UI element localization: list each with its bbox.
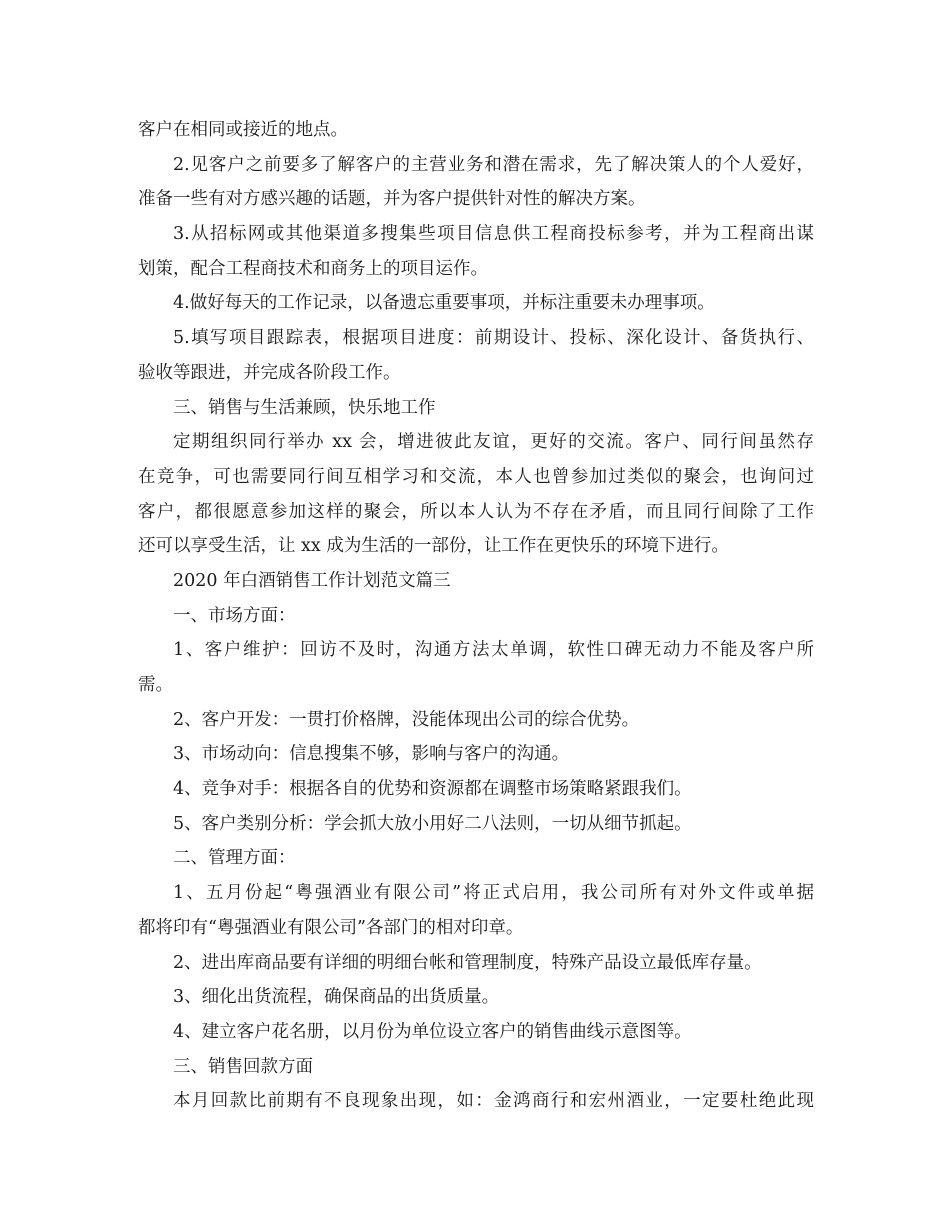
text-line: 5.填写项目跟踪表，根据项目进度：前期设计、投标、深化设计、备货执行、 [173,328,814,349]
text-line: 2.见客户之前要多了解客户的主营业务和潜在需求，先了解决策人的个人爱好， [173,154,814,175]
text-line: 本月回款比前期有不良现象出现，如：金鸿商行和宏州酒业，一定要杜绝此现 [173,1091,814,1112]
text-line: 3.从招标网或其他渠道多搜集些项目信息供工程商投标参考，并为工程商出谋 [173,224,814,245]
text-line: 在竞争，可也需要同行间互相学习和交流，本人也曾参加过类似的聚会，也询问过 [138,466,814,487]
text-line: 定期组织同行举办 xx 会，增进彼此友谊，更好的交流。客户、同行间虽然存 [173,432,814,453]
text-line: 3、细化出货流程，确保商品的出货质量。 [173,987,500,1008]
text-line: 4、竞争对手：根据各自的优势和资源都在调整市场策略紧跟我们。 [173,779,692,800]
text-line: 1、客户维护：回访不及时，沟通方法太单调，软性口碑无动力不能及客户所 [173,640,814,661]
text-line: 1、五月份起“粤强酒业有限公司”将正式启用，我公司所有对外文件或单据 [173,883,814,904]
text-line: 还可以享受生活，让 xx 成为生活的一部份，让工作在更快乐的环境下进行。 [138,536,729,557]
text-line: 客户，都很愿意参加这样的聚会，所以本人认为不存在矛盾，而且同行间除了工作 [138,501,814,522]
text-line: 3、市场动向：信息搜集不够，影响与客户的沟通。 [173,744,570,765]
text-line: 2、进出库商品要有详细的明细台帐和管理制度，特殊产品设立最低库存量。 [173,952,762,973]
text-line: 三、销售与生活兼顾，快乐地工作 [173,397,436,418]
text-line: 5、客户类别分析：学会抓大放小用好二八法则，一切从细节抓起。 [173,813,692,834]
text-line: 准备一些有对方感兴趣的话题，并为客户提供针对性的解决方案。 [138,189,646,210]
document-body [138,113,814,1119]
text-line: 客户在相同或接近的地点。 [138,120,348,140]
text-line: 2、客户开发：一贯打价格牌，没能体现出公司的综合优势。 [173,709,640,730]
text-line: 4、建立客户花名册，以月份为单位设立客户的销售曲线示意图等。 [173,1021,692,1042]
text-line: 三、销售回款方面 [173,1056,313,1077]
text-line: 一、市场方面： [173,605,296,626]
text-line: 划策，配合工程商技术和商务上的项目运作。 [138,258,488,279]
text-line: 验收等跟进，并完成各阶段工作。 [138,362,401,383]
text-line: 二、管理方面： [173,848,296,869]
text-line: 需。 [138,675,173,695]
text-line: 都将印有“粤强酒业有限公司”各部门的相对印章。 [138,917,524,938]
text-line: 4.做好每天的工作记录，以备遗忘重要事项，并标注重要未办理事项。 [173,293,715,314]
text-line: 2020 年白酒销售工作计划范文篇三 [173,570,451,591]
